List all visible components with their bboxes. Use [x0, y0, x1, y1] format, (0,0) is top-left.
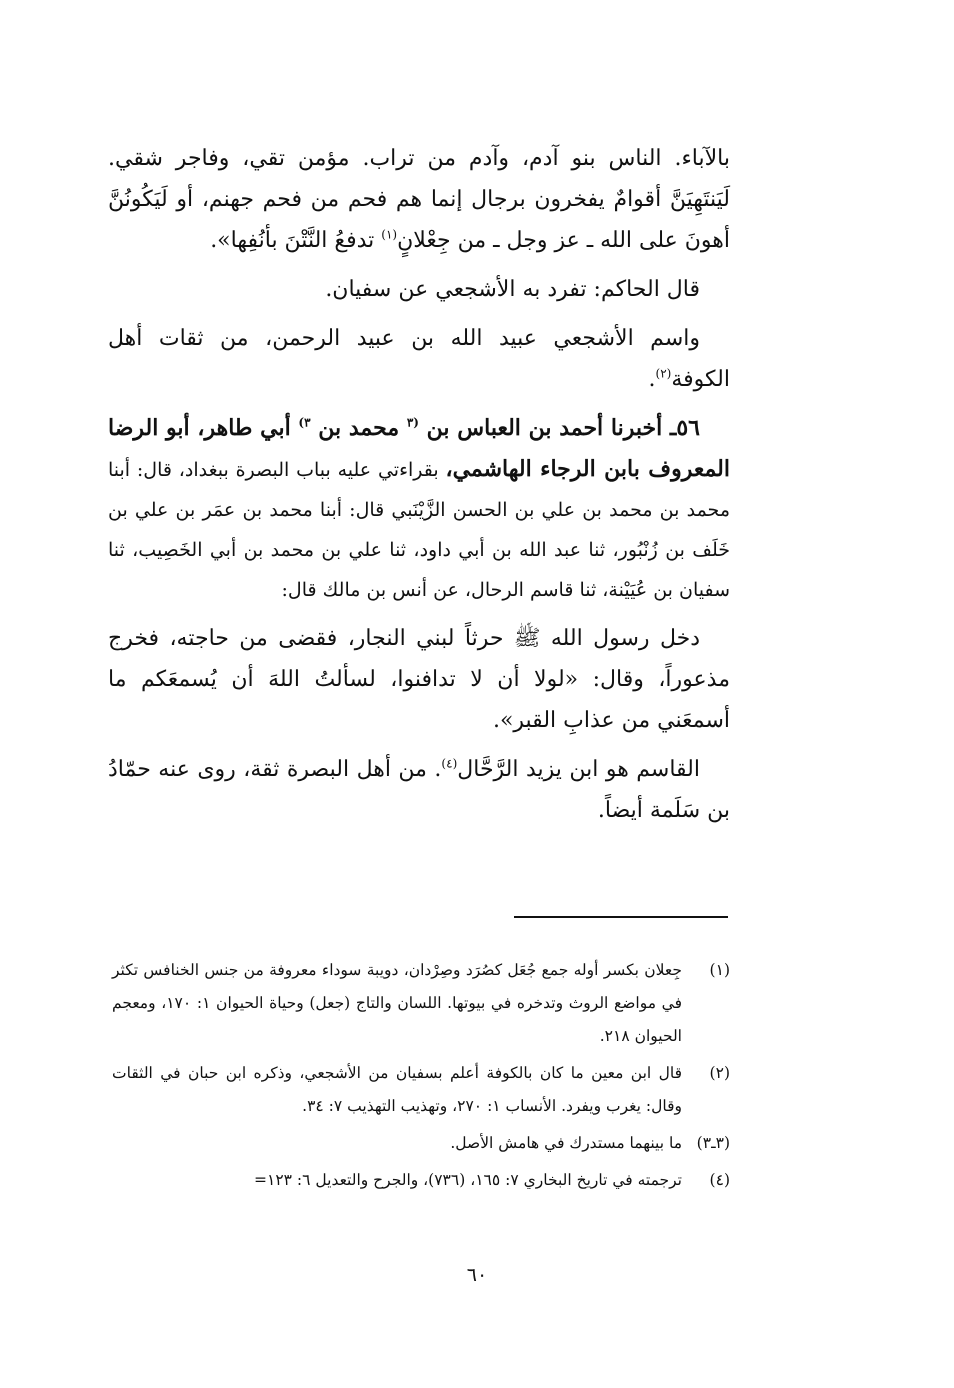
footnote-item	[112, 1057, 730, 1123]
footnote-divider	[514, 916, 728, 918]
footnote-number: (٤)	[709, 1171, 730, 1189]
paragraph-text: تدفعُ النَّتْنَ بأنُفِها».	[210, 228, 382, 253]
paragraph-text: واسم الأشجعي عبيد الله بن عبيد الرحمن، من ثقات أهل الكوفة	[108, 326, 730, 392]
footnotes	[112, 954, 730, 1201]
footnote-text: ما بينهما مستدرك في هامش الأصل.	[450, 1134, 682, 1152]
footnote-ref[interactable]: (٤)	[441, 756, 458, 771]
isnad-text: بقراءتي عليه بباب البصرة ببغداد، قال: أبنا محمد بن محمد بن علي بن الحسن الزَّيْنَبي قال: أبنا محمد بن عمَر بن علي بن خَلَف بن زُنْبُور، ثنا عبد الله بن أبي داود، ثنا علي بن محمد بن أبي الخَصِيب، ثنا سفيان بن عُيَيْنة، ثنا قاسم الرحال، عن أنس بن مالك قال:	[108, 459, 730, 601]
main-text	[108, 138, 730, 839]
heading-text: أبي طاهر، أبو الرضا المعروف بابن الرجاء الهاشمي،	[108, 415, 730, 482]
footnote-text: ترجمته في تاريخ البخاري ٧: ١٦٥، (٧٣٦)، والجرح والتعديل ٦: ١٢٣=	[254, 1171, 682, 1189]
paragraph-text: القاسم هو ابن يزيد الرَّحَّال	[457, 757, 700, 782]
footnote-text: جِعلان بكسر أوله جمع جُعَل كصُرَد وصِرْدان، دويبة سوداء معروفة من جنس الخنافس تكثر في مواضع الروث وتدخره في بيوتها. اللسان والتاج (جعل) وحياة الحيوان ١: ١٧٠، ومعجم الحيوان ٢١٨.	[112, 961, 682, 1045]
paragraph-hadith-end	[108, 138, 730, 261]
footnote-ref[interactable]: (٣	[406, 415, 419, 430]
paragraph-ashjai	[108, 318, 730, 400]
footnote-item	[112, 1127, 730, 1160]
heading-text: محمد بن	[310, 415, 407, 441]
paragraph-text: بالآباء. الناس بنو آدم، وآدم من تراب. مؤمن تقي، وفاجر شقي. لَيَنتَهِيَنَّ أقوامٌ يفخرون برجال إنما هم فحم من فحم جهنم، أو لَيَكُونُنَّ أهونَ على الله ـ عز وجل ـ من جِعْلانٍ	[108, 146, 730, 253]
paragraph-text: .	[648, 367, 656, 392]
paragraph-text: قال الحاكم: تفرد به الأشجعي عن سفيان.	[325, 277, 700, 302]
page-number: ٦٠	[466, 1264, 488, 1286]
footnote-text: قال ابن معين ما كان بالكوفة أعلم بسفيان من الأشجعي، وذكره ابن حبان في الثقات وقال: يغرب ويفرد. الأنساب ١: ٢٧٠، وتهذيب التهذيب ٧: ٣٤.	[112, 1064, 682, 1115]
heading-text: ٥٦ـ أخبرنا أحمد بن العباس بن	[418, 415, 700, 441]
footnote-number: (٢)	[709, 1064, 730, 1082]
footnote-number: (١)	[709, 961, 730, 979]
paragraph-text: دخل رسول الله ﷺ حرثاً لبني النجار، فقضى من حاجته، فخرج مذعوراً، وقال: «لولا أن لا تدافنوا، لسألتُ اللهَ أن يُسمعَكم ما أسمعَني من عذابِ القبر».	[108, 626, 730, 733]
footnote-item	[112, 954, 730, 1053]
paragraph-hadith-56	[108, 408, 730, 610]
paragraph-text: . من أهل البصرة ثقة، روى عنه حمّادُ بن سَلَمة أيضاً.	[108, 757, 730, 823]
paragraph-hakim	[108, 269, 730, 310]
footnote-ref[interactable]: (٢)	[655, 366, 672, 381]
footnote-number: (٣ـ٣)	[696, 1134, 730, 1152]
footnote-item	[112, 1164, 730, 1197]
paragraph-hadith-matn	[108, 618, 730, 741]
paragraph-qasim	[108, 749, 730, 831]
footnote-ref[interactable]: ٣)	[298, 415, 311, 430]
footnote-ref[interactable]: (١)	[381, 227, 398, 242]
